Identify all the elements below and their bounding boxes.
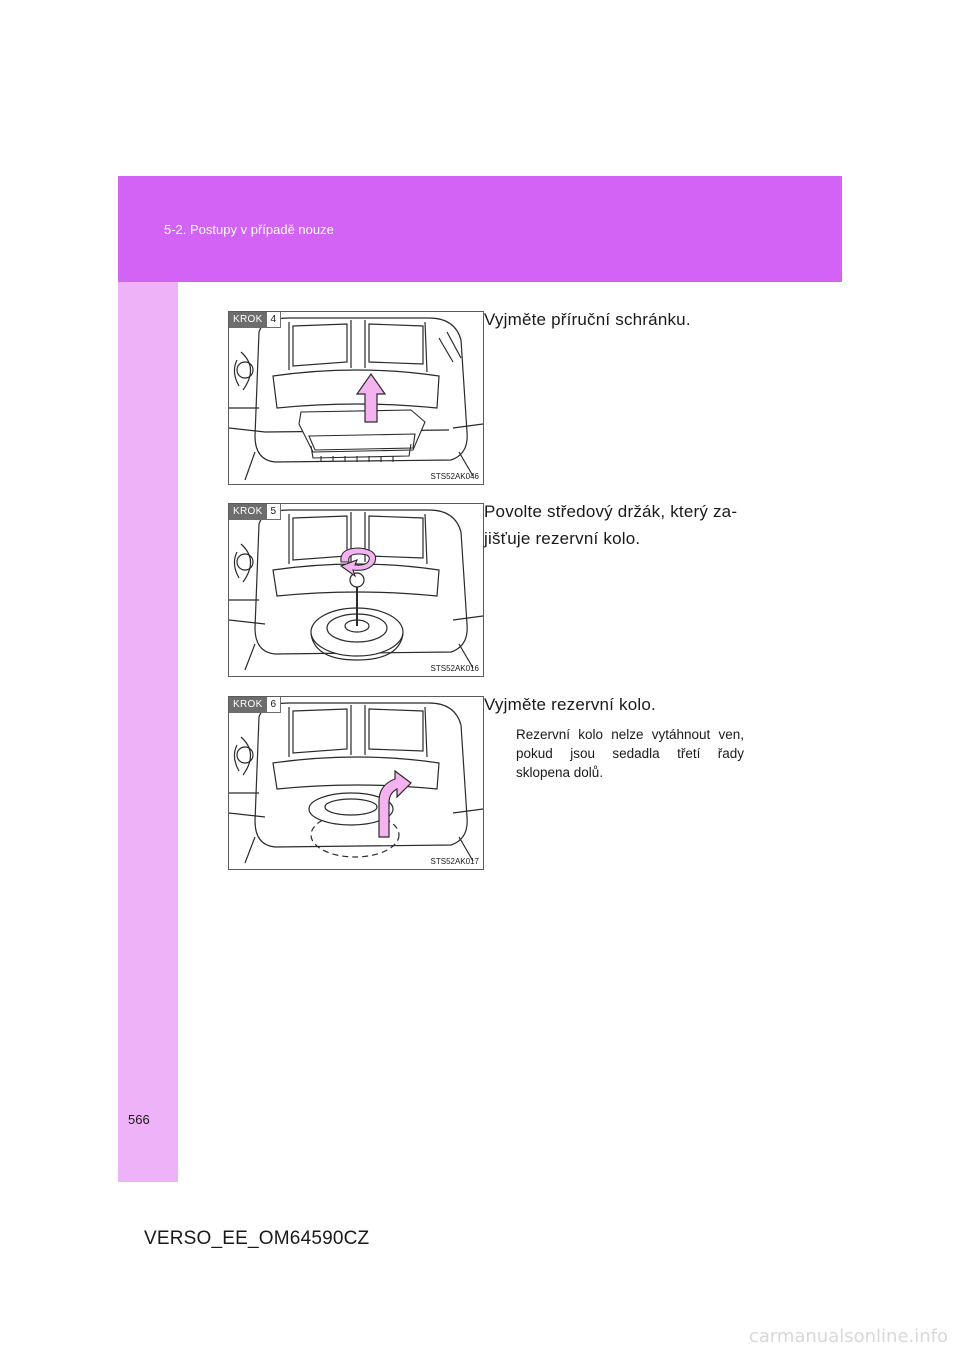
section-title: 5-2. Postupy v případě nouze [164,222,334,237]
step-6-note: Rezervní kolo nelze vytáhnout ven, pokud jsou sedadla třetí řady sklopena dolů. [516,727,744,780]
step-label: KROK [229,504,267,520]
step-label: KROK [229,312,267,328]
step-badge [229,697,281,713]
step-label: KROK [229,697,267,713]
curved-arrow-icon [379,771,411,837]
step-number: 5 [267,504,282,520]
figure-code: STS52AK016 [430,664,479,673]
spare-wheel-removal-illustration [229,697,483,869]
page-number: 566 [128,1112,150,1127]
step-4-text: Vyjměte příruční schránku. [484,310,691,329]
step-badge [229,504,281,520]
figure-code: STS52AK046 [430,472,479,481]
step-6-text: Vyjměte rezervní kolo. [484,695,656,714]
step-number: 4 [267,312,282,328]
figure-step-4 [228,311,484,485]
figure-step-6 [228,696,484,870]
step-number: 6 [267,697,282,713]
step-badge [229,312,281,328]
document-code: VERSO_EE_OM64590CZ [144,1228,370,1249]
watermark-url: carmanualsonline.info [748,1326,948,1347]
spare-wheel-holder-illustration [229,504,483,676]
figure-code: STS52AK017 [430,857,479,866]
luggage-compartment-illustration [229,312,483,484]
step-5-text: Povolte středový držák, který za- jišťuje rezervní kolo. [484,502,738,548]
rotate-arrow-icon [341,548,376,576]
side-band [118,282,178,1182]
figure-step-5 [228,503,484,677]
